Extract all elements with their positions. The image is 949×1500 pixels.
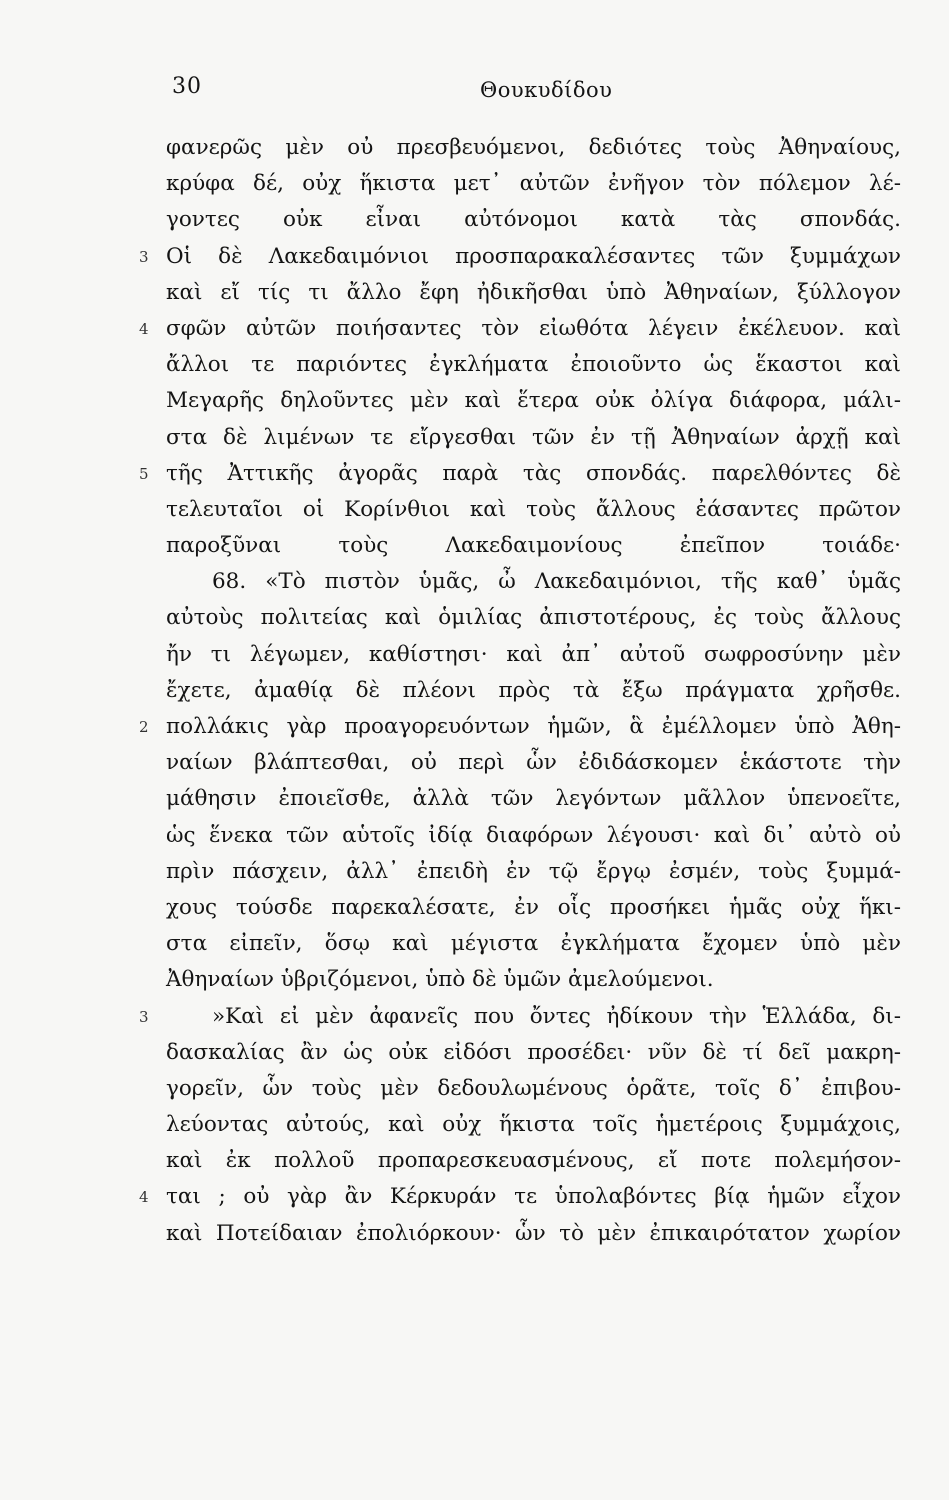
line-text: τῆς Ἀττικῆς ἀγορᾶς παρὰ τὰς σπονδάς. παρελθόντες δὲ xyxy=(166,460,901,486)
line-text: λεύοντας αὐτούς, καὶ οὐχ ἥκιστα τοῖς ἡμετέροις ξυμμάχοις, xyxy=(166,1112,901,1138)
line-text: δασκαλίας ἂν ὡς οὐκ εἰδόσι προσέδει· νῦν δὲ τί δεῖ μακρη- xyxy=(166,1039,901,1065)
line-text: πολλάκις γὰρ προαγορευόντων ἡμῶν, ἃ ἐμέλλομεν ὑπὸ Ἀθη- xyxy=(166,714,901,739)
text-line xyxy=(0,311,949,347)
line-text: ἔχετε, ἀμαθίᾳ δὲ πλέονι πρὸς τὰ ἔξω πράγματα χρῆσθε. xyxy=(166,677,901,703)
text-line xyxy=(0,1179,949,1215)
text-line xyxy=(0,600,949,636)
text-line xyxy=(0,239,949,275)
line-text: Οἱ δὲ Λακεδαιμόνιοι προσπαρακαλέσαντες τῶν ξυμμάχων xyxy=(166,243,901,269)
body-text xyxy=(0,130,949,1252)
text-line xyxy=(0,492,949,528)
text-line xyxy=(0,1107,949,1143)
margin-section-number: 4 xyxy=(139,319,149,338)
text-line xyxy=(0,999,949,1035)
text-line xyxy=(0,202,949,238)
line-text: στα δὲ λιμένων τε εἴργεσθαι τῶν ἐν τῇ Ἀθηναίων ἀρχῇ καὶ xyxy=(166,424,901,450)
text-line xyxy=(0,926,949,962)
text-line xyxy=(0,854,949,890)
text-line xyxy=(0,383,949,419)
line-text: φανερῶς μὲν οὐ πρεσβευόμενοι, δεδιότες τοὺς Ἀθηναίους, xyxy=(166,135,901,160)
text-line xyxy=(0,890,949,926)
text-line xyxy=(0,1143,949,1179)
text-line xyxy=(0,745,949,781)
line-text: πρὶν πάσχειν, ἀλλ᾽ ἐπειδὴ ἐν τῷ ἔργῳ ἐσμέν, τοὺς ξυμμά- xyxy=(166,858,901,884)
line-text: ἄλλοι τε παριόντες ἐγκλήματα ἐποιοῦντο ὡς ἕκαστοι καὶ xyxy=(166,352,901,378)
line-text: Ἀθηναίων ὑβριζόμενοι, ὑπὸ δὲ ὑμῶν ἀμελούμενοι. xyxy=(166,967,714,993)
line-text: γορεῖν, ὧν τοὺς μὲν δεδουλωμένους ὁρᾶτε, τοῖς δ᾽ ἐπιβου- xyxy=(166,1075,901,1101)
text-line xyxy=(0,1035,949,1071)
line-text: ται ; οὐ γὰρ ἂν Κέρκυράν τε ὑπολαβόντες βίᾳ ἡμῶν εἶχον xyxy=(166,1184,901,1210)
line-text: στα εἰπεῖν, ὅσῳ καὶ μέγιστα ἐγκλήματα ἔχομεν ὑπὸ μὲν xyxy=(166,931,901,957)
text-line xyxy=(0,818,949,854)
line-text: κρύφα δέ, οὐχ ἥκιστα μετ᾽ αὐτῶν ἐνῆγον τὸν πόλεμον λέ- xyxy=(166,171,901,197)
text-line xyxy=(0,1071,949,1107)
page-header xyxy=(0,72,949,108)
line-text: τελευταῖοι οἱ Κορίνθιοι καὶ τοὺς ἄλλους ἐάσαντες πρῶτον xyxy=(166,496,901,522)
line-text: καὶ εἴ τίς τι ἄλλο ἔφη ἠδικῆσθαι ὑπὸ Ἀθηναίων, ξύλλογον xyxy=(166,279,901,305)
text-line xyxy=(0,528,949,564)
margin-section-number: 2 xyxy=(139,718,149,736)
margin-section-number: 3 xyxy=(139,247,149,266)
line-text: ἤν τι λέγωμεν, καθίστησι· καὶ ἀπ᾽ αὐτοῦ σωφροσύνην μὲν xyxy=(166,641,901,667)
text-line xyxy=(0,1216,949,1252)
text-line xyxy=(0,962,949,998)
line-text: »Καὶ εἰ μὲν ἀφανεῖς που ὄντες ἠδίκουν τὴν Ἑλλάδα, δι- xyxy=(212,1003,901,1029)
margin-section-number: 3 xyxy=(139,1007,149,1026)
text-line xyxy=(0,456,949,492)
text-line xyxy=(0,564,949,600)
text-line xyxy=(0,637,949,673)
line-text: αὐτοὺς πολιτείας καὶ ὁμιλίας ἀπιστοτέρους, ἐς τοὺς ἄλλους xyxy=(166,605,901,631)
text-line xyxy=(0,420,949,456)
line-text: Μεγαρῆς δηλοῦντες μὲν καὶ ἕτερα οὐκ ὀλίγα διάφορα, μάλι- xyxy=(166,388,901,414)
line-text: 68. «Τὸ πιστὸν ὑμᾶς, ὦ Λακεδαιμόνιοι, τῆς καθ᾽ ὑμᾶς xyxy=(212,569,901,595)
margin-section-number: 4 xyxy=(139,1188,149,1207)
text-line xyxy=(0,347,949,383)
text-line xyxy=(0,673,949,709)
running-title: Θουκυδίδου xyxy=(480,78,613,102)
text-line xyxy=(0,709,949,745)
line-text: σφῶν αὐτῶν ποιήσαντες τὸν εἰωθότα λέγειν ἐκέλευον. καὶ xyxy=(166,315,901,341)
text-line xyxy=(0,275,949,311)
line-text: καὶ ἐκ πολλοῦ προπαρεσκευασμένους, εἴ ποτε πολεμήσον- xyxy=(166,1148,901,1174)
line-text: γοντες οὐκ εἶναι αὐτόνομοι κατὰ τὰς σπονδάς. xyxy=(166,207,901,233)
line-text: καὶ Ποτείδαιαν ἐπολιόρκουν· ὧν τὸ μὲν ἐπικαιρότατον χωρίον xyxy=(166,1220,901,1246)
page-number: 30 xyxy=(172,74,202,99)
text-line xyxy=(0,130,949,166)
line-text: παροξῦναι τοὺς Λακεδαιμονίους ἐπεῖπον τοιάδε· xyxy=(166,533,901,559)
margin-section-number: 5 xyxy=(139,464,149,483)
line-text: χους τούσδε παρεκαλέσατε, ἐν οἷς προσήκει ἡμᾶς οὐχ ἥκι- xyxy=(166,894,901,920)
text-line xyxy=(0,166,949,202)
line-text: ὡς ἕνεκα τῶν αὑτοῖς ἰδίᾳ διαφόρων λέγουσι· καὶ δι᾽ αὐτὸ οὐ xyxy=(166,822,901,848)
text-line xyxy=(0,781,949,817)
line-text: ναίων βλάπτεσθαι, οὐ περὶ ὧν ἐδιδάσκομεν ἑκάστοτε τὴν xyxy=(166,750,901,776)
line-text: μάθησιν ἐποιεῖσθε, ἀλλὰ τῶν λεγόντων μᾶλλον ὑπενοεῖτε, xyxy=(166,786,901,812)
